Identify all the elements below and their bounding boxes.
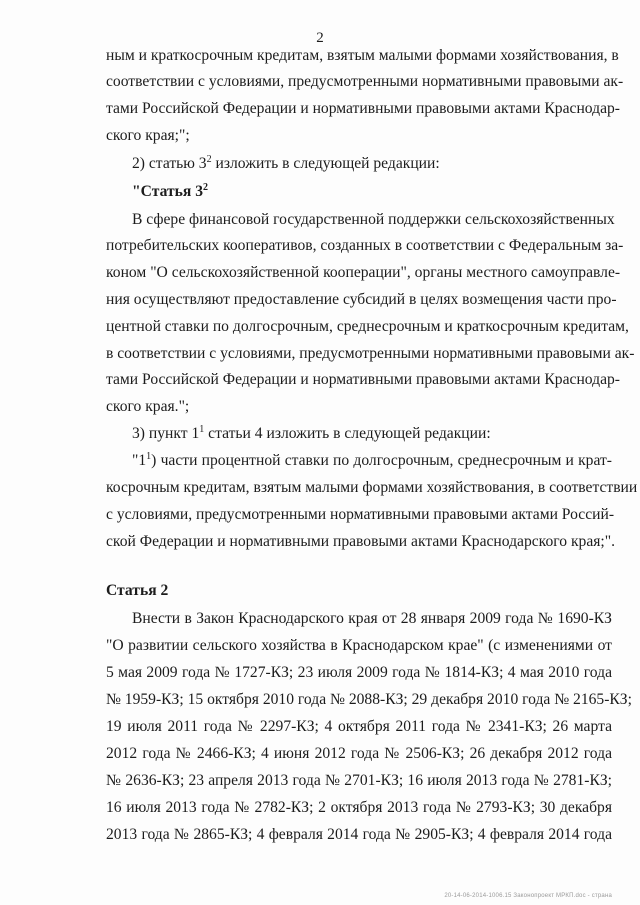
item-3-suffix: статьи 4 изложить в следующей редакции: xyxy=(204,425,491,442)
item-2-prefix: 2) статью 3 xyxy=(132,155,207,172)
article-3-2-sup: 2 xyxy=(203,182,208,193)
page-number: 2 xyxy=(316,30,324,46)
item-3-line xyxy=(132,424,612,444)
quote-prefix: "1 xyxy=(132,452,147,469)
item-3-prefix: 3) пункт 1 xyxy=(132,425,200,442)
item-3-sup: 1 xyxy=(199,424,205,435)
text-line: № 1959-КЗ; 15 октября 2010 года № 2088-КЗ; 29 декабря 2010 года № 2165-КЗ; xyxy=(106,691,632,708)
text-line: 2012 года № 2466-КЗ; 4 июня 2012 года № 2506-КЗ; 26 декабря 2012 года xyxy=(106,745,612,762)
footer-file-path: 20-14-06-2014-1006.15 Законопроект МРКП.doc - страна xyxy=(444,893,612,899)
quote-first-line xyxy=(132,451,612,471)
text-line: ным и краткосрочным кредитам, взятым малыми формами хозяйствования, в xyxy=(106,47,619,64)
text-line: 2013 года № 2865-КЗ; 4 февраля 2014 года № 2905-КЗ; 4 февраля 2014 года xyxy=(106,826,612,843)
text-line: ской Федерации и нормативными правовыми актами Краснодарского края;". xyxy=(106,533,616,550)
text-line: соответствии с условиями, предусмотренными нормативными правовыми ак- xyxy=(106,73,624,90)
text-line: центной ставки по долгосрочным, среднесрочным и краткосрочным кредитам, xyxy=(106,318,629,335)
text-line: 5 мая 2009 года № 1727-КЗ; 23 июля 2009 года № 1814-КЗ; 4 мая 2010 года xyxy=(106,664,612,681)
text-line: тами Российской Федерации и нормативными правовыми актами Краснодар- xyxy=(106,371,620,388)
article-3-2-heading xyxy=(132,182,612,202)
quote-sup: 1 xyxy=(146,451,152,462)
text-line: с условиями, предусмотренными нормативными правовыми актами Россий- xyxy=(106,506,615,523)
text-line: потребительских кооперативов, созданных в соответствии с Федеральным за- xyxy=(106,237,624,254)
text-line: № 2636-КЗ; 23 апреля 2013 года № 2701-КЗ; 16 июля 2013 года № 2781-КЗ; xyxy=(106,772,612,789)
text-line: в соответствии с условиями, предусмотренными нормативными правовыми ак- xyxy=(106,345,635,362)
text-line: ского края;"; xyxy=(106,127,190,144)
text-line: В сфере финансовой государственной поддержки сельскохозяйственных xyxy=(132,211,615,228)
text-line: 19 июля 2011 года № 2297-КЗ; 4 октября 2011 года № 2341-КЗ; 26 марта xyxy=(106,718,612,735)
text-line: коном "О сельскохозяйственной кооперации", органы местного самоуправле- xyxy=(106,264,621,281)
item-2-sup: 2 xyxy=(206,154,212,165)
text-line: 16 июля 2013 года № 2782-КЗ; 2 октября 2013 года № 2793-КЗ; 30 декабря xyxy=(106,799,612,816)
text-line: ния осуществляют предоставление субсидий в целях возмещения части про- xyxy=(106,291,617,308)
text-line: Внести в Закон Краснодарского края от 28 января 2009 года № 1690-КЗ xyxy=(132,610,612,627)
article-2-heading: Статья 2 xyxy=(106,582,169,599)
text-line: тами Российской Федерации и нормативными правовыми актами Краснодар- xyxy=(106,100,620,117)
quote-first-rest: ) части процентной ставки по долгосрочным, среднесрочным и крат- xyxy=(151,452,612,469)
text-line: косрочным кредитам, взятым малыми формами хозяйствования, в соответствии xyxy=(106,479,638,496)
article-3-2-prefix: "Статья 3 xyxy=(132,183,203,200)
item-2-suffix: изложить в следующей редакции: xyxy=(211,155,440,172)
text-line: "О развитии сельского хозяйства в Краснодарском крае" (с изменениями от xyxy=(106,637,612,654)
text-line: ского края."; xyxy=(106,398,190,415)
item-2-line xyxy=(132,154,612,174)
